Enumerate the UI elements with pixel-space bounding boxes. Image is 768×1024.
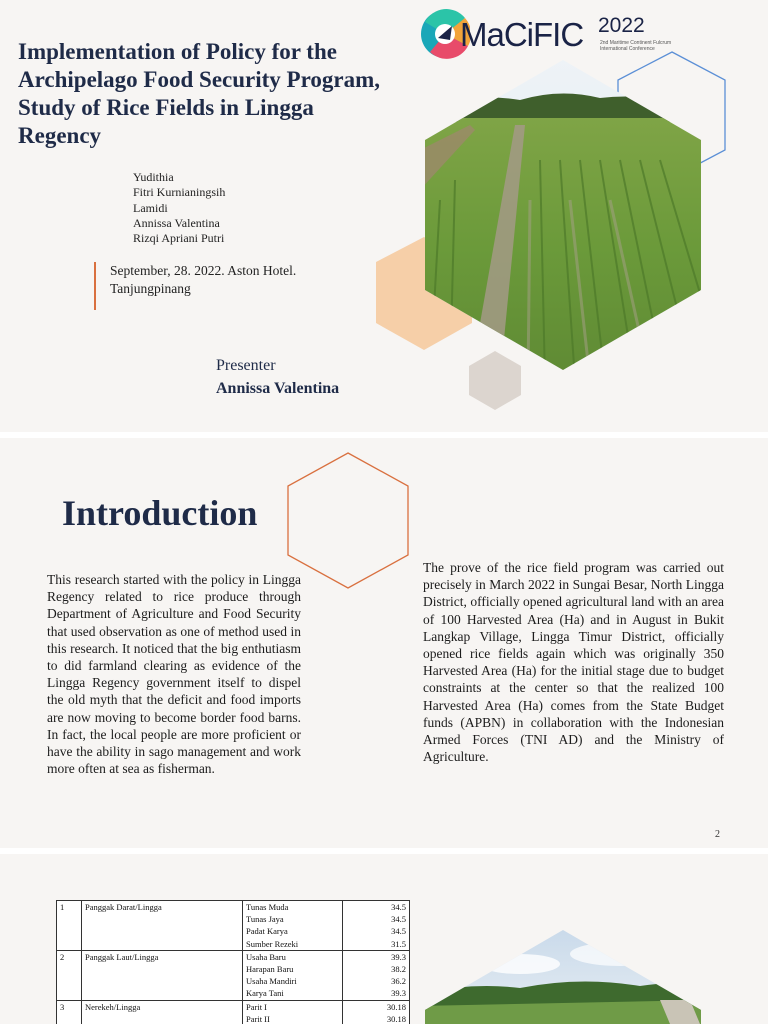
author-name: Fitri Kurnianingsih: [133, 185, 226, 200]
area-value: 38.2: [391, 964, 406, 975]
village-name: Parit I: [246, 1001, 268, 1012]
village-name: Usaha Baru: [246, 951, 286, 962]
field-photo-hexagon: [0, 854, 768, 1024]
title-slide: [0, 0, 768, 432]
presenter-label: Presenter: [216, 357, 276, 374]
logo-subtitle: 2nd Maritime Continent Fulcrum International Conference: [600, 40, 672, 52]
village-name: Karya Tani: [246, 988, 284, 999]
area-value: 39.3: [391, 951, 406, 962]
author-name: Lamidi: [133, 200, 168, 215]
area-value: 30.18: [386, 1013, 406, 1024]
introduction-slide: [0, 438, 768, 848]
village-name: Parit II: [246, 1013, 270, 1024]
village-name: Sumber Rezeki: [246, 938, 299, 949]
orange-hexagon-outline: [288, 453, 408, 588]
area-value: 36.2: [391, 976, 406, 987]
row-number: 2: [57, 950, 82, 1000]
district-name: Nerekeh/Lingga: [82, 1000, 243, 1024]
area-value: 34.5: [391, 902, 406, 912]
intro-paragraph-left: This research started with the policy in Lingga Regency related to rice produce through Department of Agriculture and Food Security that used observation as one of method used in this research. It noticed that the big enthutiasm to did farmland clearing as evidence of the Lingga Regency government itself to dispel the old myth that the deficit and food imports are now moving to become border food barns. In fact, the local people are more proficient or have the ability in sago management and work more often at sea as fisherman.: [47, 572, 301, 777]
row-number: 3: [57, 1000, 82, 1024]
section-heading: Introduction: [62, 493, 258, 533]
gray-hexagon: [469, 351, 521, 410]
logo-wordmark: MaCiFIC: [460, 16, 584, 53]
village-name: Tunas Jaya: [246, 914, 284, 925]
page-number: 2: [715, 829, 720, 840]
rice-field-data-slide: [0, 854, 768, 1024]
macific-logo: [420, 4, 680, 64]
area-value: 31.5: [391, 938, 406, 949]
intro-paragraph-right: The prove of the rice field program was carried out precisely in March 2022 in Sungai Besar, North Lingga District, officially opened agricultural land with an area of 100 Harvested Area (Ha) and in August in Bukit Langkap Village, Lingga Timur District, officially opened rice fields again which was originally 350 Harvested Area (Ha) for the initial stage due to budget constraints at the center so that the realized 100 Harvested Area (Ha) comes from the State Budget funds (APBN) in collaboration with the Indonesian Armed Forces (TNI AD) and the Ministry of Agriculture.: [423, 560, 724, 765]
rice-field-photo: [420, 55, 720, 380]
author-name: Annissa Valentina: [133, 215, 220, 230]
presentation-title: Implementation of Policy for the Archipelago Food Security Program, Study of Rice Fields in Lingga Regency: [18, 39, 380, 148]
event-date-location: September, 28. 2022. Aston Hotel. Tanjungpinang: [94, 262, 350, 310]
village-name: Harapan Baru: [246, 964, 294, 975]
village-name: Usaha Mandiri: [246, 976, 297, 987]
area-value: 30.18: [386, 1001, 406, 1012]
district-name: Panggak Laut/Lingga: [82, 950, 243, 1000]
author-list: [133, 170, 225, 246]
presenter-name: Annissa Valentina: [216, 380, 340, 397]
author-name: Yudithia: [133, 170, 174, 184]
district-name: Panggak Darat/Lingga: [82, 901, 243, 951]
area-value: 34.5: [391, 926, 406, 937]
row-number: 1: [57, 901, 82, 951]
logo-year: 2022: [598, 14, 645, 37]
area-value: 34.5: [391, 914, 406, 925]
landscape-photo: [420, 924, 710, 1024]
village-name: Tunas Muda: [246, 902, 289, 912]
village-name: Padat Karya: [246, 926, 288, 937]
area-value: 39.3: [391, 988, 406, 999]
author-name: Rizqi Apriani Putri: [133, 231, 225, 246]
